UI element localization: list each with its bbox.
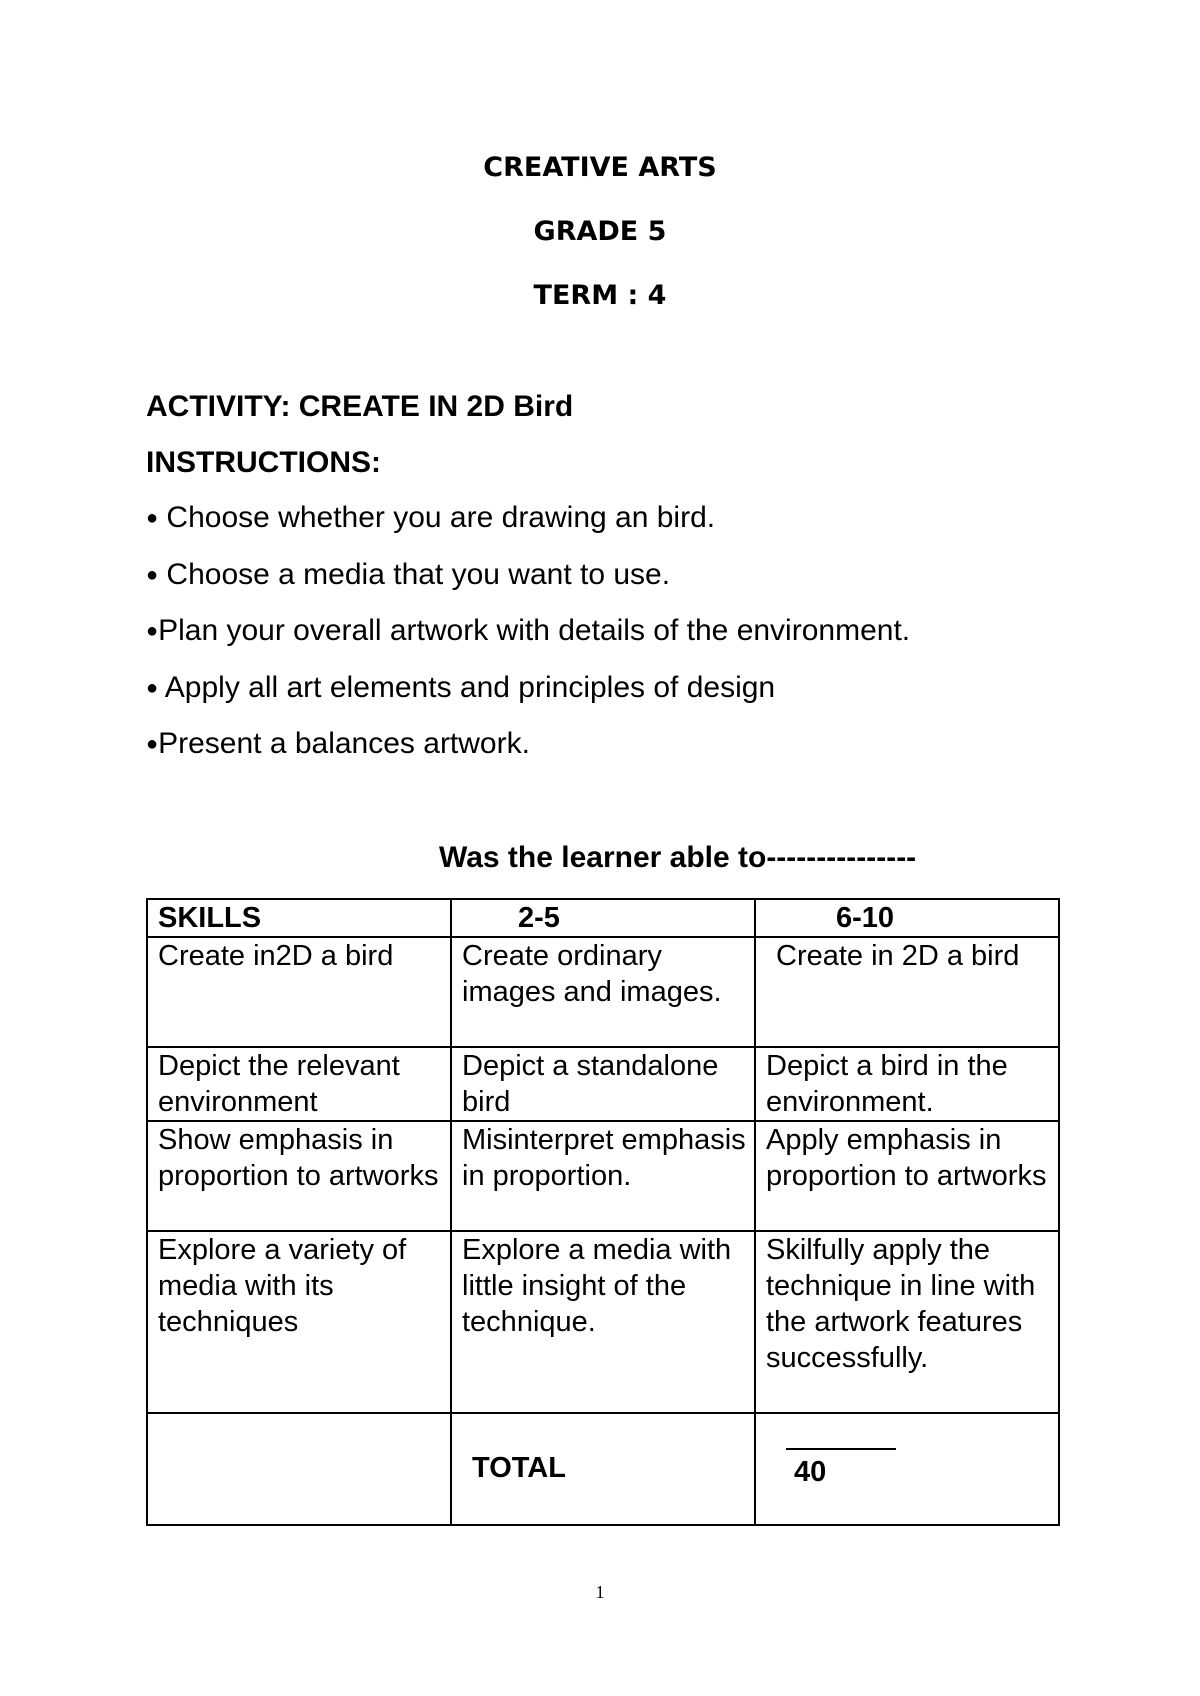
total-max-score: 40 — [794, 1456, 827, 1488]
total-label-cell — [451, 1413, 755, 1525]
level-6-10-cell: Depict a bird in the environment. — [755, 1047, 1059, 1121]
instruction-item: ● Apply all art elements and principles of design — [146, 670, 776, 704]
table-row — [147, 937, 1059, 1047]
column-header-skills: SKILLS — [147, 899, 451, 937]
skill-cell: Show emphasis in proportion to artworks — [147, 1121, 451, 1231]
subject-title: CREATIVE ARTS — [483, 152, 717, 183]
level-6-10-cell: Skilfully apply the technique in line with the artwork features successfully. — [755, 1231, 1059, 1413]
level-2-5-cell: Misinterpret emphasis in proportion. — [451, 1121, 755, 1231]
total-score-cell — [755, 1413, 1059, 1525]
table-row — [147, 1121, 1059, 1231]
level-6-10-cell: Create in 2D a bird — [755, 937, 1059, 1047]
score-blank-line — [786, 1448, 896, 1450]
total-empty-cell — [147, 1413, 451, 1525]
grade-label: GRADE 5 — [533, 216, 667, 247]
level-2-5-cell: Depict a standalone bird — [451, 1047, 755, 1121]
table-row — [147, 1047, 1059, 1121]
level-2-5-cell: Explore a media with little insight of the technique. — [451, 1231, 755, 1413]
skill-cell: Explore a variety of media with its techniques — [147, 1231, 451, 1413]
bullet-icon: ● — [146, 733, 159, 755]
level-6-10-cell: Apply emphasis in proportion to artworks — [755, 1121, 1059, 1231]
total-row — [147, 1413, 1059, 1525]
skill-cell: Depict the relevant environment — [147, 1047, 451, 1121]
instruction-item: ● Choose a media that you want to use. — [146, 557, 671, 591]
term-label: TERM : 4 — [533, 280, 667, 311]
page-number: 1 — [595, 1582, 605, 1602]
table-row — [147, 1231, 1059, 1413]
instructions-list — [146, 500, 910, 783]
rubric-question: Was the learner able to--------------- — [439, 841, 917, 874]
bullet-icon: ● — [146, 676, 159, 699]
instruction-item: ● Choose whether you are drawing an bird. — [146, 501, 716, 534]
instruction-item: ●Plan your overall artwork with details of the environment. — [146, 614, 911, 647]
bullet-icon: ● — [146, 563, 159, 586]
activity-title: ACTIVITY: CREATE IN 2D Bird — [146, 390, 574, 423]
table-header-row — [147, 899, 1059, 937]
skill-cell: Create in2D a bird — [147, 937, 451, 1047]
instruction-item: ●Present a balances artwork. — [146, 727, 530, 760]
bullet-icon: ● — [146, 507, 159, 529]
column-header-6-10: 6-10 — [755, 899, 1059, 937]
total-label: TOTAL — [472, 1452, 566, 1484]
level-2-5-cell: Create ordinary images and images. — [451, 937, 755, 1047]
column-header-2-5: 2-5 — [451, 899, 755, 937]
instructions-heading: INSTRUCTIONS: — [146, 446, 381, 479]
assessment-rubric-table — [146, 898, 1060, 1526]
bullet-icon: ● — [146, 620, 159, 642]
